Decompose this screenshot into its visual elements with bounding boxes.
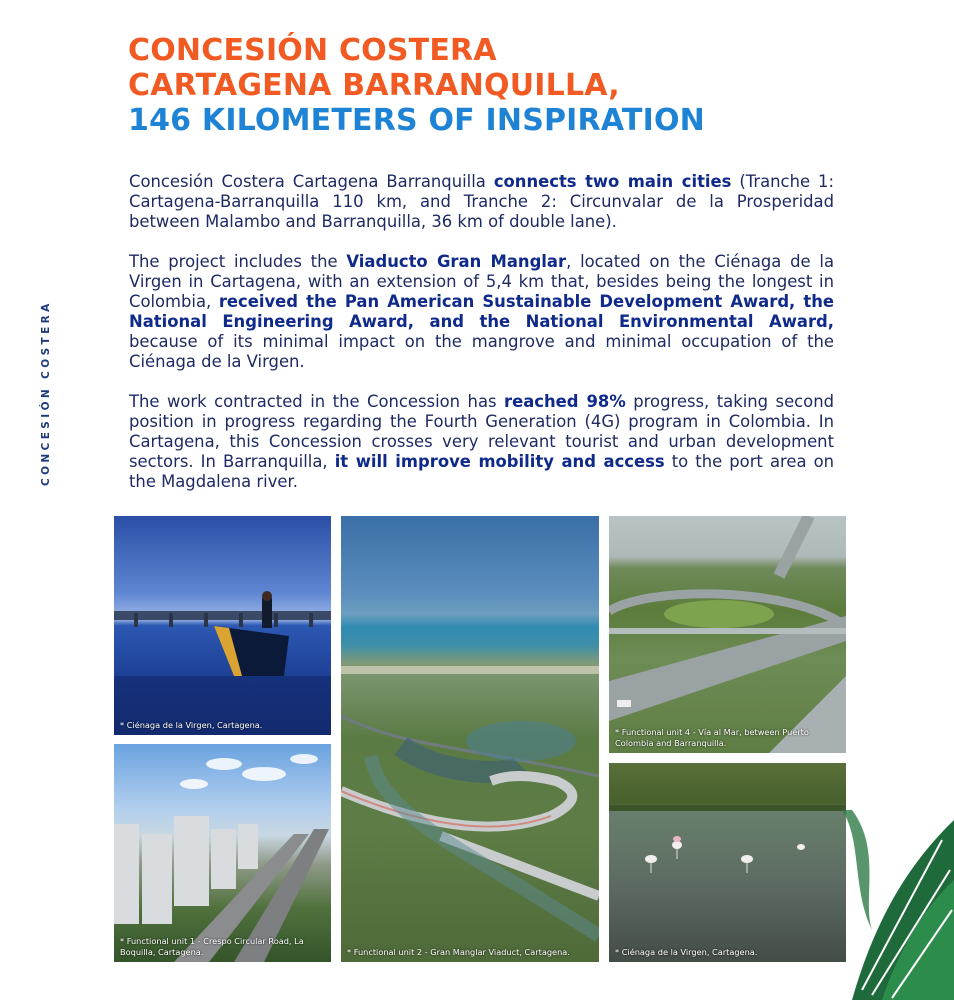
p2-text-e: because of its minimal impact on the mangrove and minimal occupation of the Ciénaga de la Virgen. (129, 332, 834, 371)
paragraph-2 (129, 252, 834, 372)
p2-bold-b: Viaducto Gran Manglar (346, 252, 567, 271)
p1-text-a: Concesión Costera Cartagena Barranquilla (129, 172, 494, 191)
title-line-2: CARTAGENA BARRANQUILLA, (128, 68, 620, 103)
photo-via-al-mar (609, 516, 846, 753)
body-text (129, 172, 834, 512)
side-label: CONCESIÓN COSTERA (40, 300, 52, 486)
photo-caption: * Ciénaga de la Virgen, Cartagena. (615, 947, 758, 957)
title-line-3: 146 KILOMETERS OF INSPIRATION (128, 103, 705, 138)
photo-gran-manglar-viaduct (341, 516, 599, 962)
photo-cienaga-boat (114, 516, 331, 735)
p1-text-c: (Tranche 1: Cartagena-Barranquilla 110 km, and Tranche 2: Circunvalar de la Prosperidad between Malambo and Barranquilla, 36 km of double lane). (129, 172, 834, 231)
paragraph-1 (129, 172, 834, 232)
photo-cienaga-boat-art (114, 516, 331, 735)
photo-cienaga-birds (609, 763, 846, 962)
photo-crespo-road (114, 744, 331, 962)
p2-text-c: , located on the Ciénaga de la Virgen in Cartagena, with an extension of 5,4 km that, besides being the longest in Colombia, (129, 252, 834, 311)
photo-crespo-road-art (114, 744, 331, 962)
p3-text-e: to the port area on the Magdalena river. (129, 452, 834, 491)
photo-caption: * Functional unit 2 - Gran Manglar Viaduct, Cartagena. (347, 947, 570, 957)
paragraph-3 (129, 392, 834, 492)
p3-bold-b: reached 98% (504, 392, 626, 411)
p1-bold-b: connects two main cities (493, 172, 732, 191)
photo-cienaga-birds-art (609, 763, 846, 962)
photo-caption: * Functional unit 1 - Crespo Circular Road, La Boquilla, Cartagena. (120, 936, 304, 957)
p2-bold-d: received the Pan American Sustainable Development Award, the National Engineering Award, and the National Environmental Award, (129, 292, 834, 331)
photo-gran-manglar-viaduct-art (341, 516, 599, 962)
photo-via-al-mar-art (609, 516, 846, 753)
p3-text-c: progress, taking second position in progress regarding the Fourth Generation (4G) program in Colombia. In Cartagena, this Concession crosses very relevant tourist and urban development sectors. In Barranquilla, (129, 392, 834, 471)
p3-text-a: The work contracted in the Concession has (129, 392, 505, 411)
p2-text-a: The project includes the (129, 252, 347, 271)
palm-leaf-decoration (842, 780, 954, 1000)
photo-caption: * Ciénaga de la Virgen, Cartagena. (120, 720, 263, 730)
title-line-1: CONCESIÓN COSTERA (128, 33, 497, 68)
page-title (128, 33, 705, 138)
p3-bold-d: it will improve mobility and access (334, 452, 665, 471)
photo-caption: * Functional unit 4 - Vía al Mar, between Puerto Colombia and Barranquilla. (615, 727, 809, 748)
